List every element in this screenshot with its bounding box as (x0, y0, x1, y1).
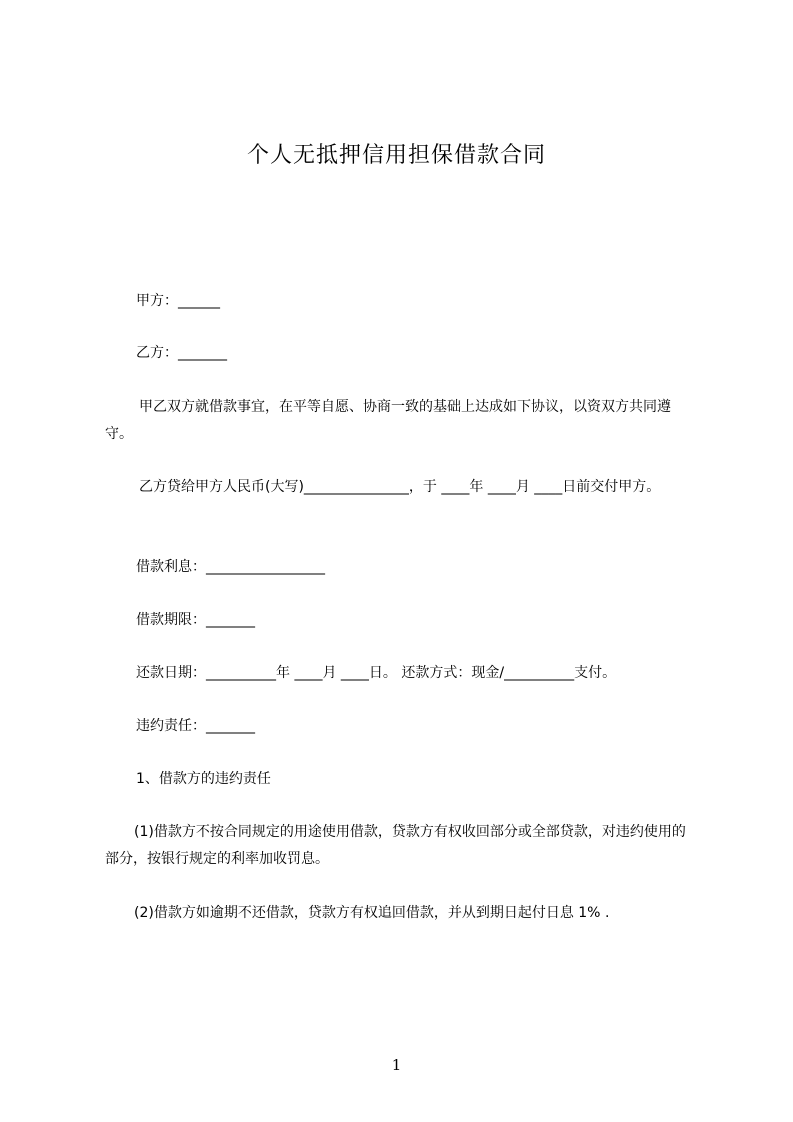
page-number: 1 (391, 1056, 402, 1074)
liability-line: 违约责任：_______ (136, 718, 255, 734)
clause-2-paragraph: (2)借款方如逾期不还借款，贷款方有权追回借款，并从到期日起付日息 1% . (134, 905, 610, 921)
intro-paragraph: 甲乙双方就借款事宜，在平等自愿、协商一致的基础上达成如下协议，以资双方共同遵守。 (105, 399, 671, 442)
interest-line: 借款利息：_________________ (136, 559, 325, 575)
loan-amount-paragraph: 乙方贷给甲方人民币(大写)_______________，于 ____年 ____月 ____日前交付甲方。 (139, 479, 661, 495)
party-a-line: 甲方：______ (136, 293, 220, 309)
document-title: 个人无抵押信用担保借款合同 (246, 143, 546, 168)
repayment-line: 还款日期：__________年 ____月 ____日。 还款方式：现金/__________支付。 (136, 665, 617, 681)
section-heading: 1、借款方的违约责任 (136, 771, 271, 787)
clause-1-paragraph: (1)借款方不按合同规定的用途使用借款，贷款方有权收回部分或全部贷款，对违约使用的部分，按银行规定的利率加收罚息。 (105, 824, 686, 867)
party-b-line: 乙方：_______ (136, 345, 227, 361)
term-line: 借款期限：_______ (136, 612, 255, 628)
